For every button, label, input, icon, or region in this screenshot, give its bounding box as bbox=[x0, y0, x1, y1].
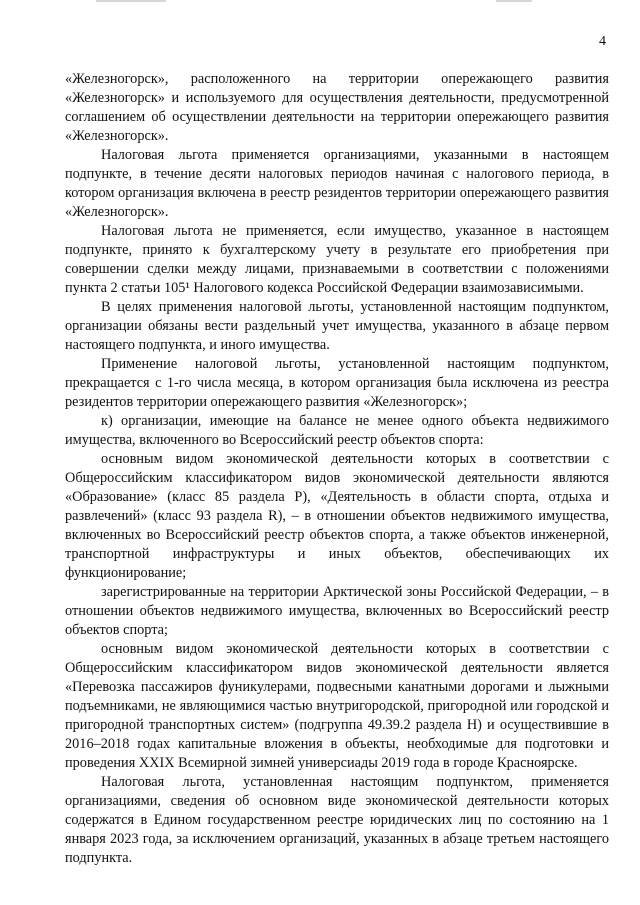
paragraph: Налоговая льгота, установленная настоящим подпунктом, применяется организациями, сведения об основном виде экономической деятельности которых содержатся в Едином государственном реестре юридических лиц по состоянию на 1 января 2023 года, за исключением организаций, указанных в абзаце третьем настоящего подпункта. bbox=[65, 774, 609, 866]
paragraph: основным видом экономической деятельности которых в соответствии с Общероссийским классификатором видов экономической деятельности являются «Образование» (класс 85 раздела Р), «Деятельность в области спорта, отдыха и развлечений» (класс 93 раздела R), – в отношении объектов недвижимого имущества, включенных во Всероссийский реестр объектов спорта, а также объектов инженерной, транспортной инфраструктуры и иных объектов, обеспечивающих их функционирование; bbox=[65, 451, 609, 581]
scan-artifact bbox=[496, 0, 532, 2]
document-body bbox=[65, 70, 609, 868]
paragraph-continuation: «Железногорск», расположенного на территории опережающего развития «Железногорск» и используемого для осуществления деятельности, предусмотренной соглашением об осуществлении деятельности на территории опережающего развития «Железногорск». bbox=[65, 71, 609, 144]
paragraph: Применение налоговой льготы, установленной настоящим подпунктом, прекращается с 1-го числа месяца, в котором организация была исключена из реестра резидентов территории опережающего развития «Железногорск»; bbox=[65, 356, 609, 410]
page-number: 4 bbox=[599, 34, 606, 49]
paragraph: Налоговая льгота не применяется, если имущество, указанное в настоящем подпункте, принято к бухгалтерскому учету в результате его приобретения при совершении сделки между лицами, признаваемыми в соответствии с положениями пункта 2 статьи 105¹ Налогового кодекса Российской Федерации взаимозависимыми. bbox=[65, 223, 609, 296]
paragraph: основным видом экономической деятельности которых в соответствии с Общероссийским классификатором видов экономической деятельности является «Перевозка пассажиров фуникулерами, подвесными канатными дорогами и лыжными подъемниками, не являющимися частью внутригородской, пригородной или городской и пригородной транспортных систем» (подгруппа 49.39.2 раздела Н) и осуществившие в 2016–2018 годах капитальные вложения в объекты, необходимые для подготовки и проведения XXIX Всемирной зимней универсиады 2019 года в городе Красноярске. bbox=[65, 641, 609, 771]
paragraph: Налоговая льгота применяется организациями, указанными в настоящем подпункте, в течение десяти налоговых периодов начиная с налогового периода, в котором организация включена в реестр резидентов территории опережающего развития «Железногорск». bbox=[65, 147, 609, 220]
scan-artifact bbox=[96, 0, 166, 2]
paragraph-subitem-k: к) организации, имеющие на балансе не менее одного объекта недвижимого имущества, включенного во Всероссийский реестр объектов спорта: bbox=[65, 413, 609, 448]
paragraph: В целях применения налоговой льготы, установленной настоящим подпунктом, организации обязаны вести раздельный учет имущества, указанного в абзаце первом настоящего подпункта, и иного имущества. bbox=[65, 299, 609, 353]
paragraph: зарегистрированные на территории Арктической зоны Российской Федерации, – в отношении объектов недвижимого имущества, включенных во Всероссийский реестр объектов спорта; bbox=[65, 584, 609, 638]
